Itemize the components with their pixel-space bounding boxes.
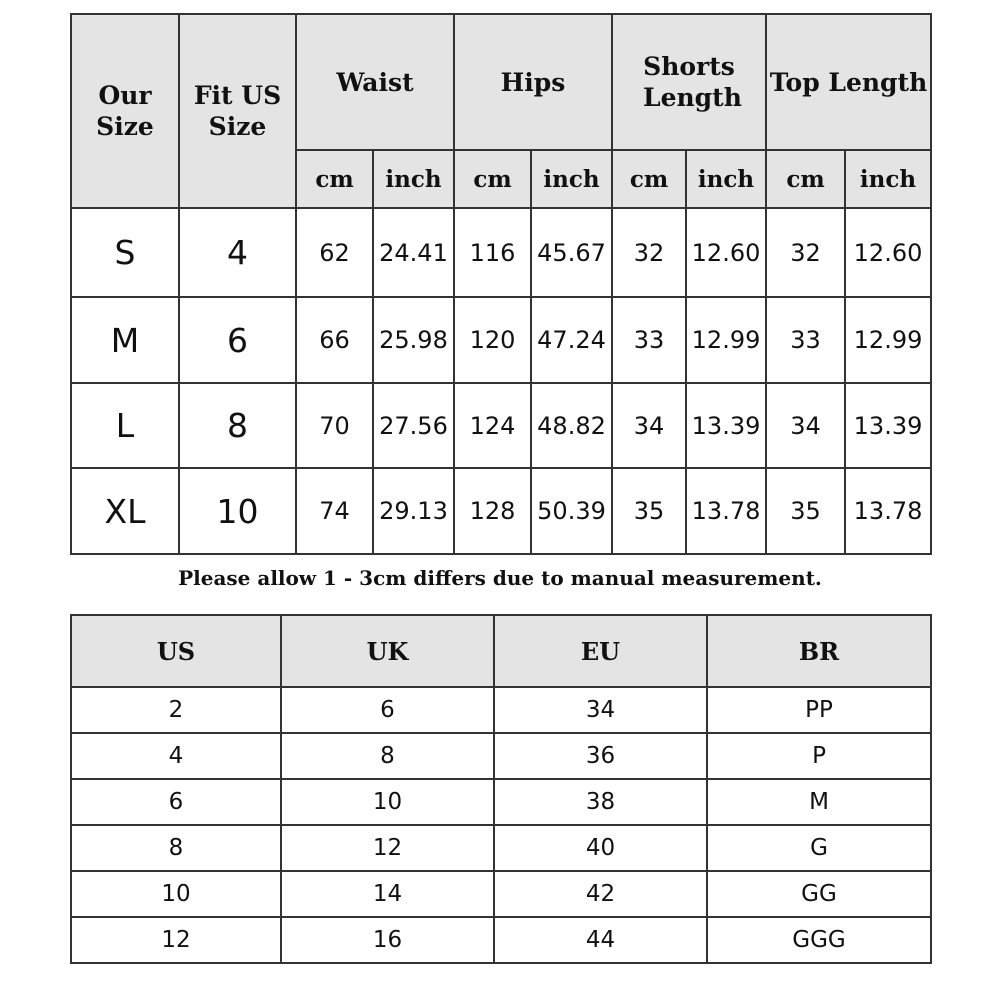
top-inch-cell: 13.39	[845, 383, 931, 468]
measurement-note: Please allow 1 - 3cm differs due to manual measurement.	[178, 566, 822, 590]
br-cell: M	[707, 779, 931, 825]
conversion-row	[71, 733, 931, 779]
waist-cm-cell: 62	[296, 208, 373, 297]
unit-inch: inch	[686, 150, 766, 208]
shorts-inch-cell: 12.60	[686, 208, 766, 297]
size-conversion-table	[70, 614, 932, 964]
top-inch-cell: 12.60	[845, 208, 931, 297]
eu-cell: 38	[494, 779, 707, 825]
hips-inch-cell: 50.39	[531, 468, 612, 554]
top-inch-cell: 12.99	[845, 297, 931, 383]
us-cell: 12	[71, 917, 281, 963]
size-cell: L	[71, 383, 179, 468]
top-cm-cell: 35	[766, 468, 845, 554]
eu-cell: 36	[494, 733, 707, 779]
waist-inch-cell: 27.56	[373, 383, 454, 468]
us-cell: 6	[71, 779, 281, 825]
uk-cell: 8	[281, 733, 494, 779]
conversion-row	[71, 825, 931, 871]
header-br: BR	[707, 615, 931, 687]
uk-cell: 6	[281, 687, 494, 733]
us-size-cell: 10	[179, 468, 296, 554]
unit-cm: cm	[766, 150, 845, 208]
waist-inch-cell: 29.13	[373, 468, 454, 554]
us-cell: 8	[71, 825, 281, 871]
hips-cm-cell: 128	[454, 468, 531, 554]
conversion-row	[71, 917, 931, 963]
header-our-size: Our Size	[71, 14, 179, 208]
shorts-cm-cell: 35	[612, 468, 686, 554]
conversion-row	[71, 687, 931, 733]
size-cell: S	[71, 208, 179, 297]
conversion-row	[71, 871, 931, 917]
uk-cell: 10	[281, 779, 494, 825]
us-cell: 2	[71, 687, 281, 733]
hips-cm-cell: 120	[454, 297, 531, 383]
size-chart-table	[70, 13, 932, 555]
us-size-cell: 6	[179, 297, 296, 383]
waist-cm-cell: 70	[296, 383, 373, 468]
waist-inch-cell: 25.98	[373, 297, 454, 383]
shorts-cm-cell: 33	[612, 297, 686, 383]
br-cell: PP	[707, 687, 931, 733]
unit-inch: inch	[845, 150, 931, 208]
us-cell: 10	[71, 871, 281, 917]
hips-inch-cell: 45.67	[531, 208, 612, 297]
shorts-inch-cell: 13.78	[686, 468, 766, 554]
top-inch-cell: 13.78	[845, 468, 931, 554]
shorts-inch-cell: 12.99	[686, 297, 766, 383]
header-top-length: Top Length	[766, 14, 931, 150]
waist-inch-cell: 24.41	[373, 208, 454, 297]
eu-cell: 44	[494, 917, 707, 963]
unit-cm: cm	[296, 150, 373, 208]
hips-cm-cell: 116	[454, 208, 531, 297]
header-shorts-length: Shorts Length	[612, 14, 766, 150]
header-fit-us-size: Fit US Size	[179, 14, 296, 208]
eu-cell: 40	[494, 825, 707, 871]
shorts-cm-cell: 34	[612, 383, 686, 468]
unit-inch: inch	[373, 150, 454, 208]
unit-cm: cm	[612, 150, 686, 208]
top-cm-cell: 33	[766, 297, 845, 383]
top-cm-cell: 34	[766, 383, 845, 468]
us-size-cell: 8	[179, 383, 296, 468]
br-cell: P	[707, 733, 931, 779]
br-cell: GG	[707, 871, 931, 917]
br-cell: G	[707, 825, 931, 871]
uk-cell: 12	[281, 825, 494, 871]
shorts-cm-cell: 32	[612, 208, 686, 297]
us-cell: 4	[71, 733, 281, 779]
br-cell: GGG	[707, 917, 931, 963]
unit-cm: cm	[454, 150, 531, 208]
hips-cm-cell: 124	[454, 383, 531, 468]
uk-cell: 16	[281, 917, 494, 963]
top-cm-cell: 32	[766, 208, 845, 297]
shorts-inch-cell: 13.39	[686, 383, 766, 468]
header-eu: EU	[494, 615, 707, 687]
waist-cm-cell: 74	[296, 468, 373, 554]
size-row	[71, 208, 931, 297]
size-row	[71, 383, 931, 468]
eu-cell: 34	[494, 687, 707, 733]
eu-cell: 42	[494, 871, 707, 917]
uk-cell: 14	[281, 871, 494, 917]
hips-inch-cell: 48.82	[531, 383, 612, 468]
header-hips: Hips	[454, 14, 612, 150]
header-us: US	[71, 615, 281, 687]
size-cell: M	[71, 297, 179, 383]
us-size-cell: 4	[179, 208, 296, 297]
size-row	[71, 297, 931, 383]
waist-cm-cell: 66	[296, 297, 373, 383]
size-cell: XL	[71, 468, 179, 554]
unit-inch: inch	[531, 150, 612, 208]
size-row	[71, 468, 931, 554]
conversion-row	[71, 779, 931, 825]
hips-inch-cell: 47.24	[531, 297, 612, 383]
header-uk: UK	[281, 615, 494, 687]
header-waist: Waist	[296, 14, 454, 150]
